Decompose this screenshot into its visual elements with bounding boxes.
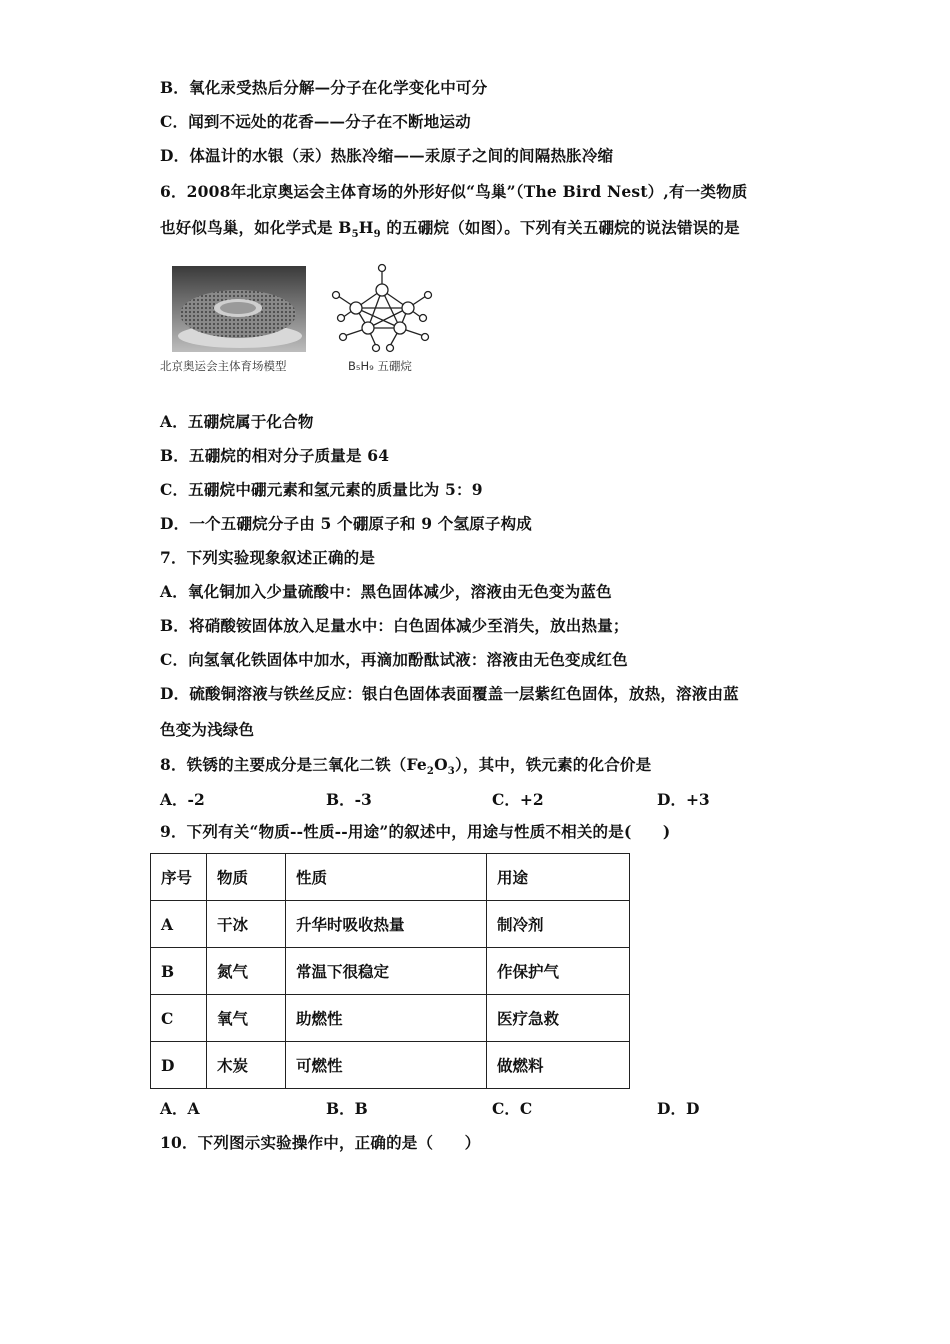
header-cell: 用途 [487,854,630,901]
q8-stem: 8．铁锈的主要成分是三氧化二铁$(Fe_2O_3)$，其中，铁元素的化合价是 [160,755,652,778]
q5-option-b: B．氧化汞受热后分解—分子在化学变化中可分 [160,78,488,97]
b5h9-caption: B₅H₉ 五硼烷 [348,359,412,373]
header-cell: 序号 [151,854,207,901]
q7-option-d-line1: D．硫酸铜溶液与铁丝反应：银白色固体表面覆盖一层紫红色固体，放热，溶液由蓝 [160,684,739,703]
table-cell: 木炭 [207,1042,286,1089]
q7-stem: 7．下列实验现象叙述正确的是 [160,548,376,567]
table-cell: 助燃性 [286,995,487,1042]
q6-option-a: A．五硼烷属于化合物 [160,412,314,431]
q7-option-d-line2: 色变为浅绿色 [160,720,255,739]
q6-option-b: B．五硼烷的相对分子质量是 64 [160,446,390,465]
table-cell: 升华时吸收热量 [286,901,487,948]
table-cell: D [151,1042,207,1089]
q8-option-a: A．-2 [160,790,205,809]
q5-option-c: C．闻到不远处的花香——分子在不断地运动 [160,112,471,131]
q9-option-a: A．A [160,1099,200,1118]
q9-stem: 9．下列有关“物质--性质--用途”的叙述中，用途与性质不相关的是( ) [160,822,671,841]
header-cell: 物质 [207,854,286,901]
table-header-row [151,854,630,901]
q6-stem-line2: 也好似鸟巢，如化学式是 $B_5H_9$ 的五硼烷（如图）。下列有关五硼烷的说法错误的是 [160,218,740,241]
table-row [151,995,630,1042]
q6-figure [160,258,460,378]
table-cell: 氮气 [207,948,286,995]
table-cell: 作保护气 [487,948,630,995]
q9-option-d: D．D [657,1099,700,1118]
q7-option-a: A．氧化铜加入少量硫酸中：黑色固体减少，溶液由无色变为蓝色 [160,582,612,601]
table-row [151,1042,630,1089]
table-cell: 可燃性 [286,1042,487,1089]
q9-table [150,853,630,1089]
q9-option-c: C．C [492,1099,533,1118]
q6-stem-line1: 6．2008年北京奥运会主体育场的外形好似“鸟巢”（The Bird Nest）,有一类物质 [160,182,748,201]
table-cell: 制冷剂 [487,901,630,948]
q8-option-b: B．-3 [326,790,372,809]
q6-option-d: D．一个五硼烷分子由 5 个硼原子和 9 个氢原子构成 [160,514,532,533]
q10-stem: 10．下列图示实验操作中，正确的是（ ） [160,1133,481,1152]
table-cell: 氧气 [207,995,286,1042]
b5h9-structure-diagram [333,265,432,352]
q6-option-c: C．五硼烷中硼元素和氢元素的质量比为 5：9 [160,480,483,499]
table-cell: B [151,948,207,995]
table-cell: A [151,901,207,948]
table-row [151,901,630,948]
q7-option-b: B．将硝酸铵固体放入足量水中：白色固体减少至消失，放出热量； [160,616,629,635]
table-cell: C [151,995,207,1042]
table-cell: 干冰 [207,901,286,948]
table-cell: 做燃料 [487,1042,630,1089]
table-cell: 常温下很稳定 [286,948,487,995]
q8-option-c: C．+2 [492,790,544,809]
q7-option-c: C．向氢氧化铁固体中加水，再滴加酚酞试液：溶液由无色变成红色 [160,650,628,669]
stadium-caption: 北京奥运会主体育场模型 [160,359,287,373]
q9-option-b: B．B [326,1099,368,1118]
stadium-model-image [160,258,460,358]
header-cell: 性质 [286,854,487,901]
q8-option-d: D．+3 [657,790,710,809]
table-row [151,948,630,995]
q5-option-d: D．体温计的水银（汞）热胀冷缩——汞原子之间的间隔热胀冷缩 [160,146,614,165]
table-cell: 医疗急救 [487,995,630,1042]
